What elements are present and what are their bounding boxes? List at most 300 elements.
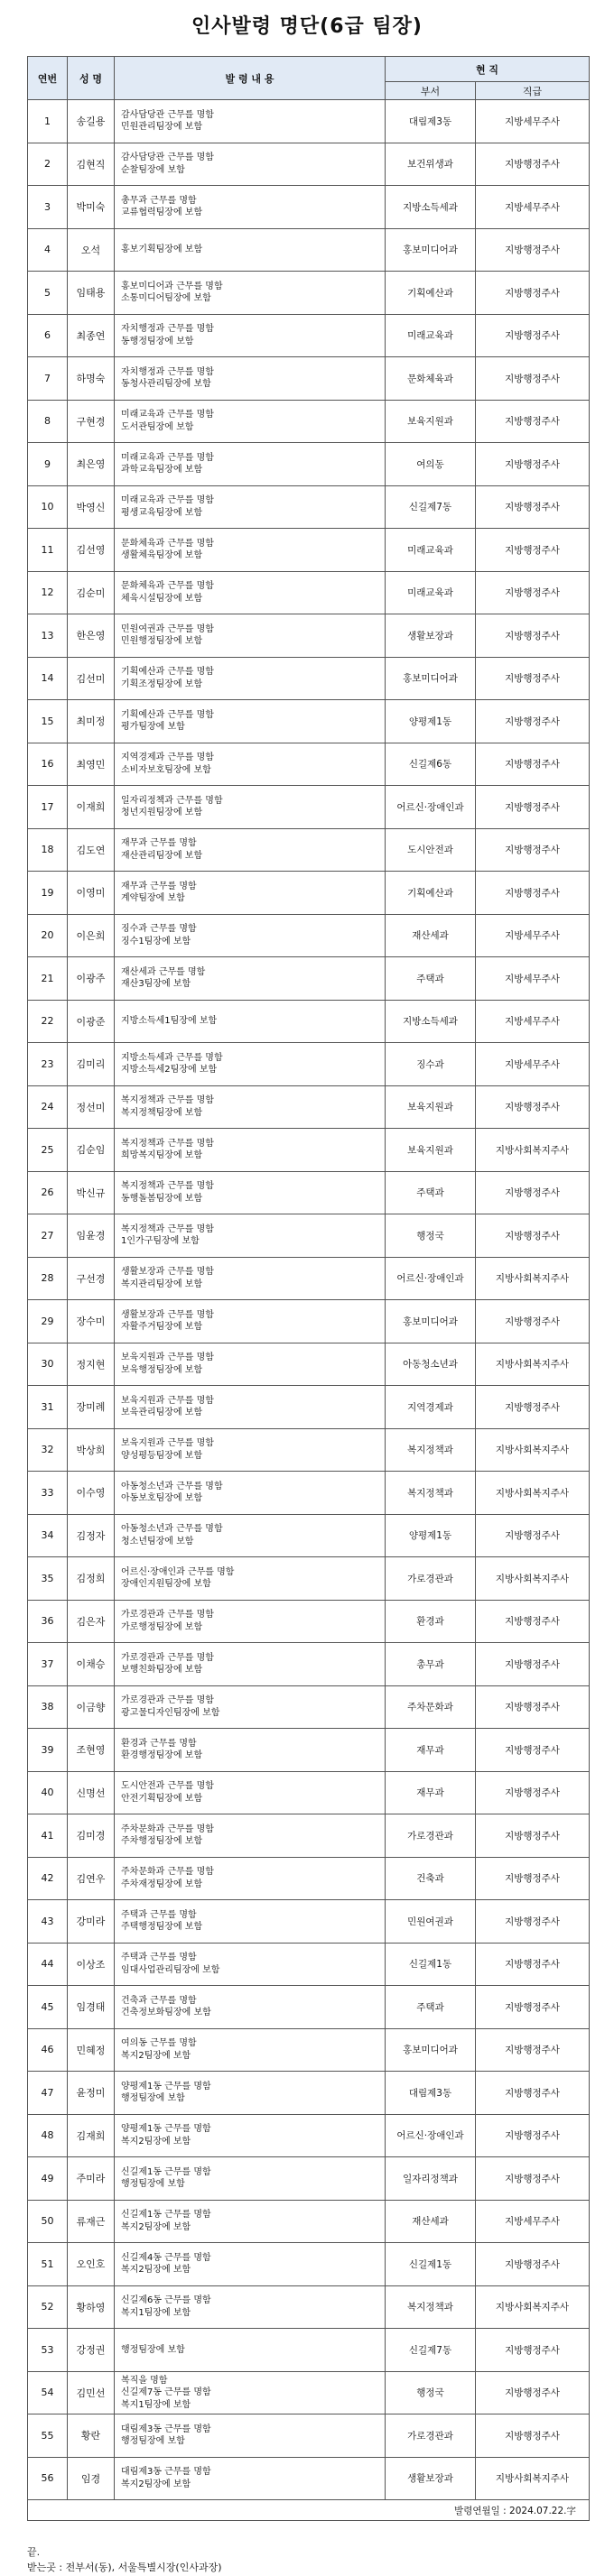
row-order-content <box>115 1043 386 1086</box>
row-current-rank: 지방행정주사 <box>476 1943 590 1986</box>
row-name: 김정희 <box>68 1557 115 1601</box>
row-name: 최은영 <box>68 443 115 486</box>
table-row <box>28 1857 590 1900</box>
order-content-line: 보육지원과 근무를 명함 <box>121 1395 214 1406</box>
order-content-line: 건축과 근무를 명함 <box>121 1995 197 2006</box>
row-order-content <box>115 228 386 272</box>
order-content-line: 양평제1동 근무를 명함 <box>121 2081 211 2091</box>
order-content-line: 어르신·장애인과 근무를 명함 <box>121 1566 235 1577</box>
row-current-dept: 미래교육과 <box>386 529 476 572</box>
order-content-line: 재산3팀장에 보함 <box>121 979 191 990</box>
row-seq: 43 <box>28 1900 68 1944</box>
row-seq: 27 <box>28 1214 68 1258</box>
order-content-line: 행정팀장에 보함 <box>121 2436 185 2447</box>
row-order-content <box>115 1685 386 1729</box>
order-content-line: 환경행정팀장에 보함 <box>121 1750 203 1761</box>
table-row <box>28 1257 590 1300</box>
effective-date: 발령연월일 : 2024.07.22.字 <box>28 2500 590 2521</box>
table-row <box>28 357 590 401</box>
row-seq: 49 <box>28 2157 68 2201</box>
row-current-rank: 지방행정주사 <box>476 1986 590 2029</box>
row-current-rank: 지방행정주사 <box>476 1685 590 1729</box>
row-name: 김현직 <box>68 143 115 186</box>
row-seq: 8 <box>28 400 68 443</box>
row-current-dept: 보건위생과 <box>386 143 476 186</box>
order-content-line: 계약팀장에 보함 <box>121 893 185 904</box>
row-seq: 55 <box>28 2414 68 2458</box>
row-seq: 51 <box>28 2243 68 2286</box>
row-order-content <box>115 1600 386 1643</box>
order-content-line: 문화체육과 근무를 명함 <box>121 538 214 549</box>
order-content-line: 희망복지팀장에 보함 <box>121 1150 203 1161</box>
row-seq: 12 <box>28 571 68 614</box>
table-row <box>28 1085 590 1129</box>
row-current-dept: 신길제7동 <box>386 2329 476 2372</box>
row-seq: 37 <box>28 1643 68 1686</box>
row-seq: 22 <box>28 1000 68 1043</box>
order-content-line: 임대사업관리팀장에 보함 <box>121 1964 220 1975</box>
row-order-content <box>115 2371 386 2414</box>
order-content-line: 복지관리팀장에 보함 <box>121 1279 203 1289</box>
row-current-rank: 지방세무주사 <box>476 100 590 143</box>
table-row <box>28 1129 590 1172</box>
order-content-line: 보육행정팀장에 보함 <box>121 1364 203 1375</box>
row-seq: 24 <box>28 1085 68 1129</box>
table-row <box>28 2028 590 2072</box>
table-row <box>28 2114 590 2157</box>
row-order-content <box>115 100 386 143</box>
row-current-rank: 지방행정주사 <box>476 228 590 272</box>
row-current-rank: 지방행정주사 <box>476 2072 590 2115</box>
row-order-content <box>115 186 386 229</box>
row-name: 황하영 <box>68 2285 115 2329</box>
order-content-line: 대림제3동 근무를 명함 <box>121 2467 211 2478</box>
order-content-line: 아동청소년과 근무를 명함 <box>121 1524 223 1535</box>
row-current-rank: 지방행정주사 <box>476 357 590 401</box>
row-current-dept: 생활보장과 <box>386 2457 476 2500</box>
row-order-content <box>115 828 386 872</box>
row-current-dept: 양평제1동 <box>386 700 476 743</box>
order-content-line: 장애인지원팀장에 보함 <box>121 1579 211 1590</box>
table-row <box>28 2200 590 2243</box>
row-order-content <box>115 957 386 1001</box>
row-seq: 5 <box>28 272 68 315</box>
row-current-dept: 신길제1동 <box>386 2243 476 2286</box>
row-order-content <box>115 700 386 743</box>
row-name: 조현영 <box>68 1729 115 1772</box>
row-seq: 11 <box>28 529 68 572</box>
row-current-dept: 문화체육과 <box>386 357 476 401</box>
row-seq: 29 <box>28 1300 68 1343</box>
header-current: 현 직 <box>386 57 590 82</box>
order-content-line: 도시안전과 근무를 명함 <box>121 1781 214 1792</box>
row-current-rank: 지방세무주사 <box>476 914 590 957</box>
end-mark: 끝. <box>27 2546 41 2558</box>
order-content-line: 복지2팀장에 보함 <box>121 2265 191 2276</box>
row-order-content <box>115 2028 386 2072</box>
row-current-rank: 지방행정주사 <box>476 485 590 529</box>
order-content-line: 재무과 근무를 명함 <box>121 881 197 891</box>
row-current-dept: 보육지원과 <box>386 400 476 443</box>
row-current-rank: 지방행정주사 <box>476 400 590 443</box>
table-row <box>28 828 590 872</box>
row-current-rank: 지방행정주사 <box>476 1729 590 1772</box>
row-name: 구선경 <box>68 1257 115 1300</box>
row-seq: 21 <box>28 957 68 1001</box>
row-seq: 15 <box>28 700 68 743</box>
row-seq: 32 <box>28 1428 68 1472</box>
row-seq: 33 <box>28 1472 68 1515</box>
table-row <box>28 700 590 743</box>
row-current-rank: 지방행정주사 <box>476 272 590 315</box>
row-order-content <box>115 1729 386 1772</box>
table-row <box>28 143 590 186</box>
row-seq: 10 <box>28 485 68 529</box>
row-name: 이금향 <box>68 1685 115 1729</box>
row-seq: 44 <box>28 1943 68 1986</box>
row-name: 송길용 <box>68 100 115 143</box>
order-content-line: 주택과 근무를 명함 <box>121 1953 197 1963</box>
order-content-line: 가로경관과 근무를 명함 <box>121 1695 214 1706</box>
row-current-rank: 지방행정주사 <box>476 1857 590 1900</box>
row-name: 이상조 <box>68 1943 115 1986</box>
order-content-line: 광고물디자인팀장에 보함 <box>121 1707 220 1718</box>
row-current-rank: 지방사회복지주사 <box>476 1557 590 1601</box>
order-content-line: 양성평등팀장에 보함 <box>121 1450 203 1461</box>
row-seq: 18 <box>28 828 68 872</box>
row-order-content <box>115 1171 386 1214</box>
row-name: 하명숙 <box>68 357 115 401</box>
row-current-rank: 지방행정주사 <box>476 1386 590 1429</box>
row-name: 구현경 <box>68 400 115 443</box>
row-order-content <box>115 1214 386 1258</box>
row-order-content <box>115 2243 386 2286</box>
row-current-rank: 지방행정주사 <box>476 529 590 572</box>
row-name: 이수영 <box>68 1472 115 1515</box>
order-content-line: 일자리정책과 근무를 명함 <box>121 795 223 806</box>
table-row <box>28 786 590 829</box>
table-row <box>28 2157 590 2201</box>
table-row <box>28 443 590 486</box>
order-content-line: 여의동 근무를 명함 <box>121 2038 197 2049</box>
row-current-dept: 재산세과 <box>386 2200 476 2243</box>
order-content-line: 청소년팀장에 보함 <box>121 1536 194 1547</box>
order-content-line: 주차문화과 근무를 명함 <box>121 1867 214 1878</box>
row-name: 강정권 <box>68 2329 115 2372</box>
row-current-rank: 지방행정주사 <box>476 314 590 357</box>
row-seq: 34 <box>28 1514 68 1557</box>
row-current-dept: 어르신·장애인과 <box>386 1257 476 1300</box>
row-name: 최미정 <box>68 700 115 743</box>
header-rank: 직급 <box>476 82 590 100</box>
row-order-content <box>115 314 386 357</box>
row-order-content <box>115 743 386 786</box>
table-header-row <box>28 57 590 82</box>
order-content-line: 홍보기획팀장에 보함 <box>121 245 203 254</box>
table-row <box>28 228 590 272</box>
row-current-rank: 지방사회복지주사 <box>476 1343 590 1386</box>
row-order-content <box>115 2072 386 2115</box>
row-name: 강미라 <box>68 1900 115 1944</box>
order-content-line: 징수1팀장에 보함 <box>121 936 191 946</box>
row-seq: 9 <box>28 443 68 486</box>
row-order-content <box>115 2285 386 2329</box>
row-order-content <box>115 400 386 443</box>
row-order-content <box>115 1557 386 1601</box>
row-current-dept: 기획예산과 <box>386 272 476 315</box>
row-current-dept: 가로경관과 <box>386 2414 476 2458</box>
row-order-content <box>115 443 386 486</box>
order-content-line: 복지정책과 근무를 명함 <box>121 1181 214 1192</box>
row-current-dept: 건축과 <box>386 1857 476 1900</box>
order-content-line: 건축정보화팀장에 보함 <box>121 2008 211 2018</box>
row-seq: 39 <box>28 1729 68 1772</box>
row-order-content <box>115 1943 386 1986</box>
row-name: 김선미 <box>68 657 115 700</box>
row-seq: 1 <box>28 100 68 143</box>
order-content-line: 체육시설팀장에 보함 <box>121 593 203 604</box>
order-content-line: 대림제3동 근무를 명함 <box>121 2424 211 2434</box>
table-row <box>28 485 590 529</box>
row-name: 김재희 <box>68 2114 115 2157</box>
row-seq: 45 <box>28 1986 68 2029</box>
table-row <box>28 100 590 143</box>
row-current-dept: 주택과 <box>386 1171 476 1214</box>
order-content-line: 민원행정팀장에 보함 <box>121 636 203 647</box>
table-row <box>28 2371 590 2414</box>
row-order-content <box>115 1343 386 1386</box>
order-content-line: 지방소득세과 근무를 명함 <box>121 1052 223 1063</box>
order-content-line: 복지정책팀장에 보함 <box>121 1107 203 1118</box>
row-order-content <box>115 914 386 957</box>
table-row <box>28 2243 590 2286</box>
row-order-content <box>115 1000 386 1043</box>
table-row <box>28 914 590 957</box>
row-current-rank: 지방세무주사 <box>476 1043 590 1086</box>
row-order-content <box>115 1986 386 2029</box>
row-order-content <box>115 529 386 572</box>
order-content-line: 가로경관과 근무를 명함 <box>121 1610 214 1620</box>
row-seq: 46 <box>28 2028 68 2072</box>
order-content-line: 민원여권과 근무를 명함 <box>121 623 214 634</box>
row-name: 오인호 <box>68 2243 115 2286</box>
table-row <box>28 1043 590 1086</box>
row-current-rank: 지방행정주사 <box>476 143 590 186</box>
order-content-line: 동청사관리팀장에 보함 <box>121 379 211 390</box>
order-content-line: 소비자보호팀장에 보함 <box>121 764 211 775</box>
row-order-content <box>115 2200 386 2243</box>
row-current-rank: 지방행정주사 <box>476 614 590 658</box>
table-row <box>28 529 590 572</box>
row-current-rank: 지방행정주사 <box>476 872 590 915</box>
row-current-dept: 어르신·장애인과 <box>386 786 476 829</box>
row-current-dept: 총무과 <box>386 1643 476 1686</box>
row-name: 박상희 <box>68 1428 115 1472</box>
order-content-line: 미래교육과 근무를 명함 <box>121 410 214 420</box>
row-current-dept: 대림제3동 <box>386 100 476 143</box>
row-name: 최종연 <box>68 314 115 357</box>
row-name: 임경태 <box>68 1986 115 2029</box>
row-seq: 41 <box>28 1814 68 1858</box>
row-current-rank: 지방행정주사 <box>476 657 590 700</box>
row-order-content <box>115 786 386 829</box>
order-content-line: 지방소득세1팀장에 보함 <box>121 1016 218 1026</box>
row-name: 한은영 <box>68 614 115 658</box>
row-current-dept: 재무과 <box>386 1771 476 1814</box>
row-seq: 30 <box>28 1343 68 1386</box>
order-content-line: 보육지원과 근무를 명함 <box>121 1353 214 1363</box>
row-seq: 35 <box>28 1557 68 1601</box>
row-current-rank: 지방사회복지주사 <box>476 2457 590 2500</box>
order-content-line: 복지1팀장에 보함 <box>121 2399 191 2410</box>
order-content-line: 복지1팀장에 보함 <box>121 2307 191 2318</box>
table-row <box>28 657 590 700</box>
roster-body <box>28 100 590 2500</box>
row-name: 민혜정 <box>68 2028 115 2072</box>
row-name: 주미라 <box>68 2157 115 2201</box>
header-name: 성 명 <box>68 57 115 100</box>
row-current-dept: 도시안전과 <box>386 828 476 872</box>
table-row <box>28 314 590 357</box>
order-content-line: 과학교육팀장에 보함 <box>121 465 203 475</box>
order-content-line: 신길제1동 근무를 명함 <box>121 2210 211 2221</box>
row-current-dept: 주택과 <box>386 1986 476 2029</box>
row-current-dept: 기획예산과 <box>386 872 476 915</box>
row-current-dept: 어르신·장애인과 <box>386 2114 476 2157</box>
row-seq: 2 <box>28 143 68 186</box>
order-content-line: 신길제1동 근무를 명함 <box>121 2166 211 2177</box>
row-order-content <box>115 2157 386 2201</box>
row-current-dept: 홍보미디어과 <box>386 228 476 272</box>
row-current-dept: 재무과 <box>386 1729 476 1772</box>
row-name: 윤정미 <box>68 2072 115 2115</box>
row-order-content <box>115 657 386 700</box>
table-row <box>28 1514 590 1557</box>
row-order-content <box>115 485 386 529</box>
row-current-rank: 지방사회복지주사 <box>476 1129 590 1172</box>
row-current-rank: 지방행정주사 <box>476 443 590 486</box>
row-current-dept: 지방소득세과 <box>386 186 476 229</box>
row-current-rank: 지방행정주사 <box>476 2114 590 2157</box>
order-content-line: 환경과 근무를 명함 <box>121 1738 197 1749</box>
row-current-rank: 지방행정주사 <box>476 743 590 786</box>
row-name: 임경 <box>68 2457 115 2500</box>
order-content-line: 평가팀장에 보함 <box>121 722 185 733</box>
row-current-dept: 지방소득세과 <box>386 1000 476 1043</box>
row-name: 장미례 <box>68 1386 115 1429</box>
order-content-line: 총무과 근무를 명함 <box>121 195 197 206</box>
row-name: 장수미 <box>68 1300 115 1343</box>
order-content-line: 1인가구팀장에 보함 <box>121 1236 200 1247</box>
order-content-line: 미래교육과 근무를 명함 <box>121 452 214 463</box>
row-seq: 4 <box>28 228 68 272</box>
row-current-rank: 지방세무주사 <box>476 1000 590 1043</box>
row-name: 이광준 <box>68 1000 115 1043</box>
row-order-content <box>115 1257 386 1300</box>
row-seq: 7 <box>28 357 68 401</box>
row-order-content <box>115 1085 386 1129</box>
row-current-dept: 생활보장과 <box>386 614 476 658</box>
row-current-dept: 일자리정책과 <box>386 2157 476 2201</box>
table-row <box>28 1643 590 1686</box>
order-content-line: 주차문화과 근무를 명함 <box>121 1824 214 1834</box>
table-row <box>28 272 590 315</box>
row-order-content <box>115 357 386 401</box>
personnel-roster-table <box>27 56 590 2521</box>
row-name: 이은희 <box>68 914 115 957</box>
row-current-rank: 지방행정주사 <box>476 1643 590 1686</box>
order-content-line: 아동청소년과 근무를 명함 <box>121 1481 223 1491</box>
order-content-line: 신길제6동 근무를 명함 <box>121 2295 211 2306</box>
header-seq: 연번 <box>28 57 68 100</box>
order-content-line: 복지2팀장에 보함 <box>121 2136 191 2147</box>
table-row <box>28 614 590 658</box>
order-content-line: 자치행정과 근무를 명함 <box>121 366 214 377</box>
row-order-content <box>115 1428 386 1472</box>
row-current-dept: 행정국 <box>386 2371 476 2414</box>
row-order-content <box>115 143 386 186</box>
order-content-line: 복지정책과 근무를 명함 <box>121 1223 214 1234</box>
row-seq: 3 <box>28 186 68 229</box>
order-content-line: 청년지원팀장에 보함 <box>121 808 203 818</box>
row-name: 임태용 <box>68 272 115 315</box>
table-row <box>28 1000 590 1043</box>
row-name: 신명선 <box>68 1771 115 1814</box>
row-order-content <box>115 2414 386 2458</box>
table-row <box>28 957 590 1001</box>
order-content-line: 복지2팀장에 보함 <box>121 2221 191 2232</box>
table-row <box>28 1557 590 1601</box>
row-current-rank: 지방행정주사 <box>476 1814 590 1858</box>
row-current-rank: 지방행정주사 <box>476 1085 590 1129</box>
order-content-line: 가로경관과 근무를 명함 <box>121 1652 214 1663</box>
order-content-line: 생활보장과 근무를 명함 <box>121 1309 214 1320</box>
row-current-dept: 신길제1동 <box>386 1943 476 1986</box>
table-row <box>28 2285 590 2329</box>
row-seq: 53 <box>28 2329 68 2372</box>
row-current-rank: 지방사회복지주사 <box>476 1257 590 1300</box>
row-current-rank: 지방사회복지주사 <box>476 1472 590 1515</box>
row-order-content <box>115 872 386 915</box>
row-seq: 31 <box>28 1386 68 1429</box>
row-current-dept: 재산세과 <box>386 914 476 957</box>
row-current-rank: 지방행정주사 <box>476 2414 590 2458</box>
row-current-rank: 지방세무주사 <box>476 957 590 1001</box>
table-row <box>28 1943 590 1986</box>
row-order-content <box>115 1814 386 1858</box>
order-content-line: 생활체육팀장에 보함 <box>121 550 203 561</box>
row-order-content <box>115 614 386 658</box>
footer-row <box>28 2500 590 2521</box>
order-content-line: 재무과 근무를 명함 <box>121 838 197 849</box>
table-row <box>28 1214 590 1258</box>
header-content: 발 령 내 용 <box>115 57 386 100</box>
row-seq: 6 <box>28 314 68 357</box>
row-current-rank: 지방행정주사 <box>476 2329 590 2372</box>
row-seq: 13 <box>28 614 68 658</box>
row-current-rank: 지방행정주사 <box>476 1514 590 1557</box>
order-content-line: 감사담당관 근무를 명함 <box>121 109 214 120</box>
order-content-line: 주차행정팀장에 보함 <box>121 1836 203 1847</box>
row-current-dept: 가로경관과 <box>386 1814 476 1858</box>
row-name: 정선미 <box>68 1085 115 1129</box>
row-current-rank: 지방행정주사 <box>476 2371 590 2414</box>
header-dept: 부서 <box>386 82 476 100</box>
row-current-dept: 홍보미디어과 <box>386 1300 476 1343</box>
document-title: 인사발령 명단(6급 팀장) <box>191 15 423 38</box>
row-seq: 19 <box>28 872 68 915</box>
order-content-line: 주택행정팀장에 보함 <box>121 1922 203 1933</box>
